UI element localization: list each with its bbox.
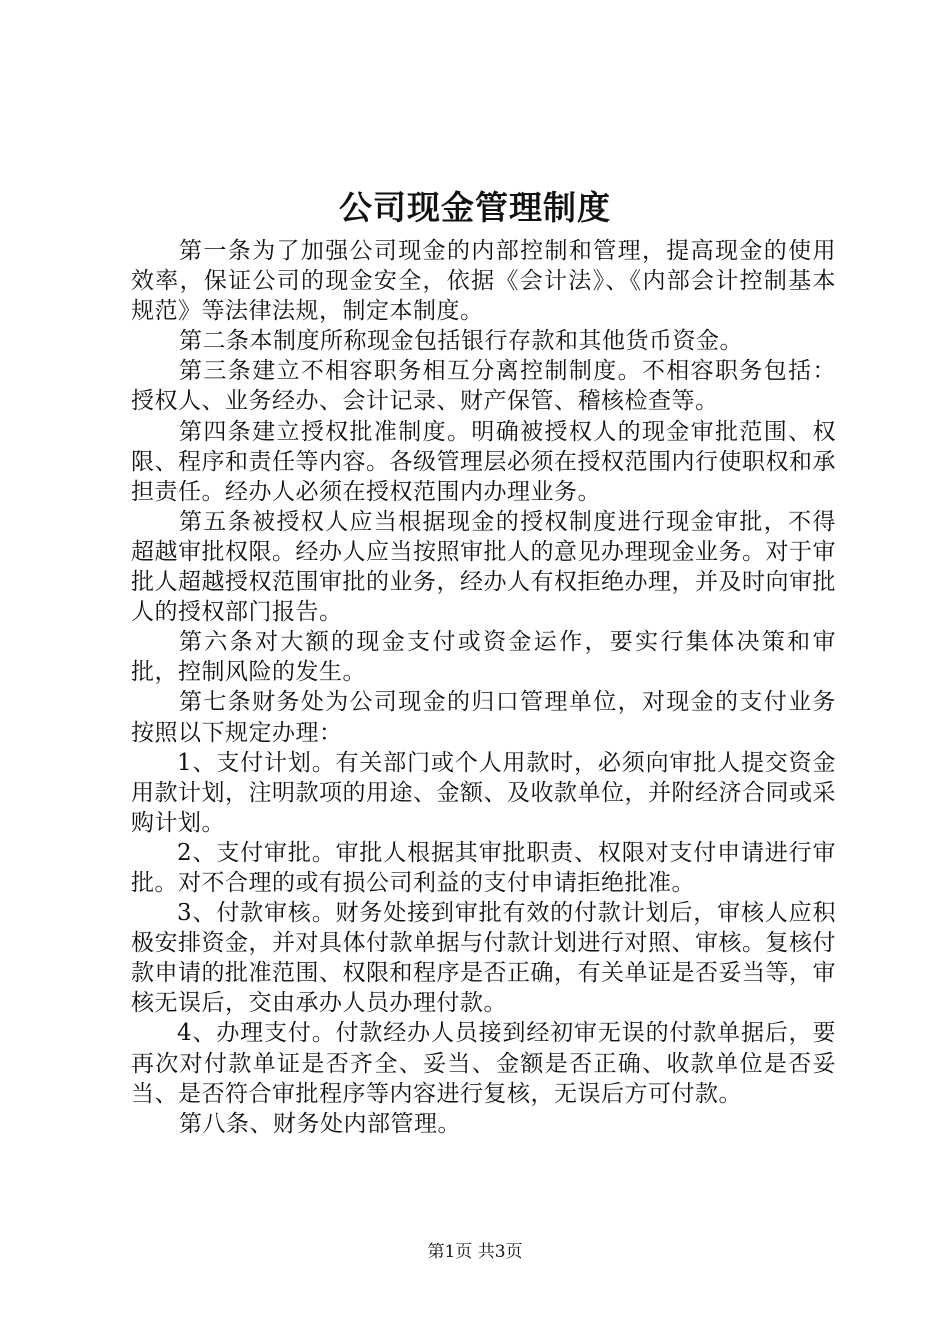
paragraph-article-8: 第八条、财务处内部管理。 [179,1110,461,1137]
paragraph-item-4: 4、办理支付。付款经办人员接到经初审无误的付款单据后，要再次对付款单证是否齐全、妥当、金额是否正确、收款单位是否妥当、是否符合审批程序等内容进行复核，无误后方可付款。 [131,1020,836,1107]
paragraph-article-7: 第七条财务处为公司现金的归口管理单位，对现金的支付业务按照以下规定办理： [131,689,836,746]
paragraph-item-2: 2、支付审批。审批人根据其审批职责、权限对支付申请进行审批。对不合理的或有损公司利益的支付申请拒绝批准。 [131,839,836,896]
paragraph-item-1: 1、支付计划。有关部门或个人用款时，必须向审批人提交资金用款计划，注明款项的用途、金额、及收款单位，并附经济合同或采购计划。 [131,749,836,836]
paragraph-article-3: 第三条建立不相容职务相互分离控制制度。不相容职务包括：授权人、业务经办、会计记录、财产保管、稽核检查等。 [131,358,836,415]
document-title: 公司现金管理制度 [339,188,611,227]
paragraph-article-2: 第二条本制度所称现金包括银行存款和其他货币资金。 [179,328,743,355]
paragraph-article-6: 第六条对大额的现金支付或资金运作，要实行集体决策和审批，控制风险的发生。 [131,629,836,686]
paragraph-article-5: 第五条被授权人应当根据现金的授权制度进行现金审批，不得超越审批权限。经办人应当按照审批人的意见办理现金业务。对于审批人超越授权范围审批的业务，经办人有权拒绝办理，并及时向审批人的授权部门报告。 [131,508,836,626]
document-body [131,236,836,1139]
paragraph-item-3: 3、付款审核。财务处接到审批有效的付款计划后，审核人应积极安排资金，并对具体付款单据与付款计划进行对照、审核。复核付款申请的批准范围、权限和程序是否正确，有关单证是否妥当等，审核无误后，交由承办人员办理付款。 [131,900,836,1017]
paragraph-article-1: 第一条为了加强公司现金的内部控制和管理，提高现金的使用效率，保证公司的现金安全，依据《会计法》、《内部会计控制基本规范》等法律法规，制定本制度。 [131,238,836,325]
paragraph-article-4: 第四条建立授权批准制度。明确被授权人的现金审批范围、权限、程序和责任等内容。各级管理层必须在授权范围内行使职权和承担责任。经办人必须在授权范围内办理业务。 [131,418,836,505]
page-number-footer: 第1页 共3页 [427,1242,523,1262]
